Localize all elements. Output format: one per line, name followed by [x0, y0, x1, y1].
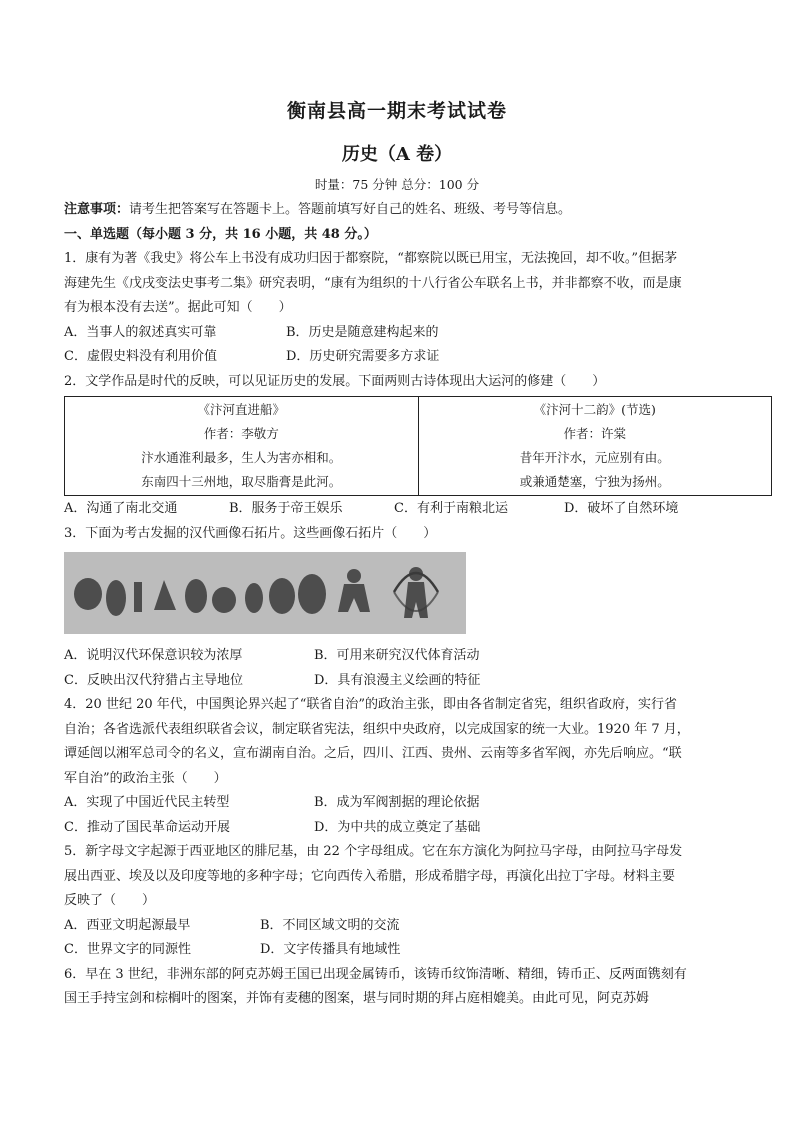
- q2-option-d: D．破坏了自然环境: [564, 501, 679, 516]
- q5-line: 5．新字母文字起源于西亚地区的腓尼基，由 22 个字母组成。它在东方演化为阿拉马字母，由阿拉马字母发: [64, 844, 683, 859]
- q4-option-c: C．推动了国民革命运动开展: [64, 819, 230, 835]
- q4-options-row: [64, 816, 736, 841]
- notice-label: 注意事项：: [64, 202, 130, 217]
- poem1-author: 作者：李敬方: [203, 426, 279, 441]
- q3-options-row: [64, 644, 736, 669]
- q4-option-b: B．成为军阀割据的理论依据: [314, 795, 480, 810]
- q4-line: 4．20 世纪 20 年代，中国舆论界兴起了“联省自治”的政治主张，即由各省制定省宪，组织省政府，实行省: [64, 697, 678, 712]
- question-6: [64, 963, 736, 1012]
- poem-table: [64, 396, 772, 496]
- q2-option-a: A．沟通了南北交通: [64, 501, 178, 516]
- q2-option-c: C．有利于南粮北运: [394, 501, 508, 516]
- rubbing-figures: [64, 552, 466, 634]
- q1-option-d: D．历史研究需要多方求证: [286, 349, 440, 364]
- question-3: [64, 522, 736, 694]
- q5-line: 展出西亚、埃及以及印度等地的多种字母；它向西传入希腊，形成希腊字母，再演化出拉丁字母。材料主要: [64, 868, 676, 884]
- q4-line: 军自治”的政治主张（ ）: [64, 770, 227, 786]
- han-stone-rubbing-image: [64, 552, 466, 634]
- q2-stem: 2．文学作品是时代的反映，可以见证历史的发展。下面两则古诗体现出大运河的修建（ ）: [64, 373, 606, 389]
- section-heading: 一、单选题（每小题 3 分，共 16 小题，共 48 分。）: [64, 226, 377, 242]
- q5-options-row: [64, 914, 736, 939]
- q2-options-row: [64, 497, 736, 522]
- question-2: [64, 370, 736, 522]
- q3-option-c: C．反映出汉代狩猎占主导地位: [64, 672, 243, 688]
- q4-option-a: A．实现了中国近代民主转型: [64, 795, 230, 810]
- q5-line: 反映了（ ）: [64, 893, 156, 908]
- q2-option-b: B．服务于帝王娱乐: [229, 501, 343, 516]
- q1-option-b: B．历史是随意建构起来的: [286, 324, 439, 340]
- q4-option-d: D．为中共的成立奠定了基础: [314, 819, 481, 835]
- q4-line: 谭延闿以湘军总司令的名义，宣布湖南自治。之后，四川、江西、贵州、云南等多省军阀，亦先后响应。“联: [64, 746, 682, 761]
- q1-line: 海建先生《戊戌变法史事考二集》研究表明，“康有为组织的十八行省公车联名上书，并非都察不收，而是康: [64, 275, 682, 291]
- q3-option-d: D．具有浪漫主义绘画的特征: [314, 672, 481, 688]
- q1-options-row: [64, 321, 736, 346]
- question-5: [64, 840, 736, 963]
- poem1-line: 汴水通淮利最多，生人为害亦相和。: [141, 450, 342, 465]
- q1-line: 1．康有为著《我史》将公车上书没有成功归因于都察院，“都察院以既已用宝，无法挽回，却不收。”但据茅: [64, 251, 678, 266]
- q1-line: 有为根本没有去送”。据此可知（ ）: [64, 300, 292, 315]
- poem2-title: 《汴河十二韵》(节选): [533, 402, 656, 417]
- q5-option-c: C．世界文字的同源性: [64, 942, 191, 957]
- exam-meta: 时量：75 分钟 总分：100 分: [314, 177, 480, 192]
- q1-option-c: C．虚假史料没有利用价值: [64, 349, 217, 364]
- q3-option-b: B．可用来研究汉代体育活动: [314, 648, 480, 663]
- q5-options-row: [64, 938, 736, 963]
- question-1: [64, 247, 736, 370]
- exam-title: 衡南县高一期末考试试卷: [286, 100, 507, 122]
- q3-options-row: [64, 669, 736, 694]
- poem1-title: 《汴河直进船》: [197, 402, 285, 417]
- q4-line: 自治；各省选派代表组织联省会议，制定联省宪法，组织中央政府，以完成国家的统一大业。1920 年 7 月，: [64, 721, 690, 737]
- q1-options-row: [64, 345, 736, 370]
- notice: [64, 198, 736, 223]
- q3-stem: 3．下面为考古发掘的汉代画像石拓片。这些画像石拓片（ ）: [64, 525, 437, 541]
- exam-subtitle: 历史（A 卷）: [341, 144, 453, 165]
- q5-option-b: B．不同区域文明的交流: [260, 917, 400, 933]
- q1-option-a: A．当事人的叙述真实可靠: [64, 324, 217, 340]
- q5-option-d: D．文字传播具有地域性: [260, 942, 401, 957]
- q4-options-row: [64, 791, 736, 816]
- q3-option-a: A．说明汉代环保意识较为浓厚: [64, 648, 243, 663]
- q5-option-a: A．西亚文明起源最早: [64, 917, 191, 933]
- exam-content: [64, 198, 736, 1012]
- poem1-line: 东南四十三州地，取尽脂膏是此河。: [141, 474, 342, 489]
- notice-text: 请考生把答案写在答题卡上。答题前填写好自己的姓名、班级、考号等信息。: [129, 202, 572, 217]
- poem2-line: 或兼通楚塞，宁独为扬州。: [519, 474, 670, 489]
- poem-cell-right: [418, 397, 772, 496]
- q6-line: 国王手持宝剑和棕榈叶的图案，并饰有麦穗的图案，堪与同时期的拜占庭相媲美。由此可见，阿克苏姆: [64, 991, 650, 1006]
- question-4: [64, 693, 736, 840]
- poem2-author: 作者：许棠: [563, 426, 626, 441]
- poem2-line: 昔年开汴水，元应别有由。: [519, 450, 670, 465]
- q6-line: 6．早在 3 世纪，非洲东部的阿克苏姆王国已出现金属铸币，该铸币纹饰清晰、精细，铸币正、反两面镌刻有: [64, 966, 687, 982]
- poem-cell-left: [65, 397, 419, 496]
